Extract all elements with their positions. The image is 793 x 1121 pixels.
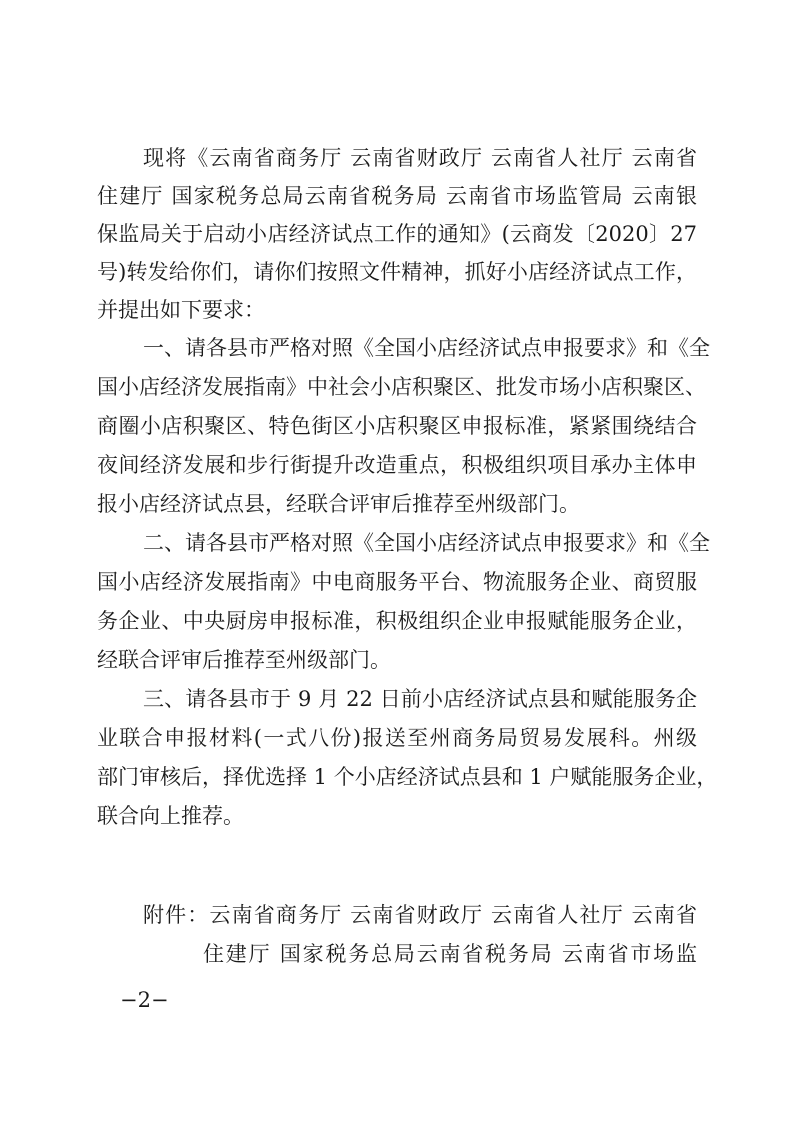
paragraph-line: 经联合评审后推荐至州级部门。 — [97, 648, 391, 672]
paragraph-line: 号)转发给你们，请你们按照文件精神，抓好小店经济试点工作， — [97, 260, 697, 284]
paragraph-line: 并提出如下要求： — [97, 298, 265, 322]
paragraph-line: 务企业、中央厨房申报标准，积极组织企业申报赋能服务企业， — [97, 609, 697, 633]
paragraph-line: 国小店经济发展指南》中社会小店积聚区、批发市场小店积聚区、 — [97, 375, 706, 399]
paragraph-line: 国小店经济发展指南》中电商服务平台、物流服务企业、商贸服 — [97, 570, 697, 594]
paragraph-line: 二、请各县市严格对照《全国小店经济试点申报要求》和《全 — [143, 531, 710, 555]
paragraph-line: 现将《云南省商务厅 云南省财政厅 云南省人社厅 云南省 — [143, 146, 697, 170]
paragraph-line: 联合向上推荐。 — [97, 804, 244, 828]
paragraph-line: 夜间经济发展和步行街提升改造重点，积极组织项目承办主体申 — [97, 453, 697, 477]
paragraph-line: 商圈小店积聚区、特色街区小店积聚区申报标准，紧紧围绕结合 — [97, 414, 697, 438]
paragraph-line: 一、请各县市严格对照《全国小店经济试点申报要求》和《全 — [143, 336, 710, 360]
page-number: −2− — [120, 988, 169, 1012]
attachment-line: 住建厅 国家税务总局云南省税务局 云南省市场监 — [203, 942, 697, 966]
paragraph-line: 报小店经济试点县，经联合评审后推荐至州级部门。 — [97, 492, 580, 516]
paragraph-line: 业联合申报材料(一式八份)报送至州商务局贸易发展科。州级 — [97, 726, 697, 750]
attachment-line: 附件：云南省商务厅 云南省财政厅 云南省人社厅 云南省 — [143, 903, 697, 927]
paragraph-line: 部门审核后，择优选择 1 个小店经济试点县和 1 户赋能服务企业， — [97, 765, 718, 789]
paragraph-line: 保监局关于启动小店经济试点工作的通知》(云商发〔2020〕27 — [97, 222, 697, 246]
paragraph-line: 住建厅 国家税务总局云南省税务局 云南省市场监管局 云南银 — [97, 184, 697, 208]
paragraph-line: 三、请各县市于 9 月 22 日前小店经济试点县和赋能服务企 — [143, 687, 697, 711]
